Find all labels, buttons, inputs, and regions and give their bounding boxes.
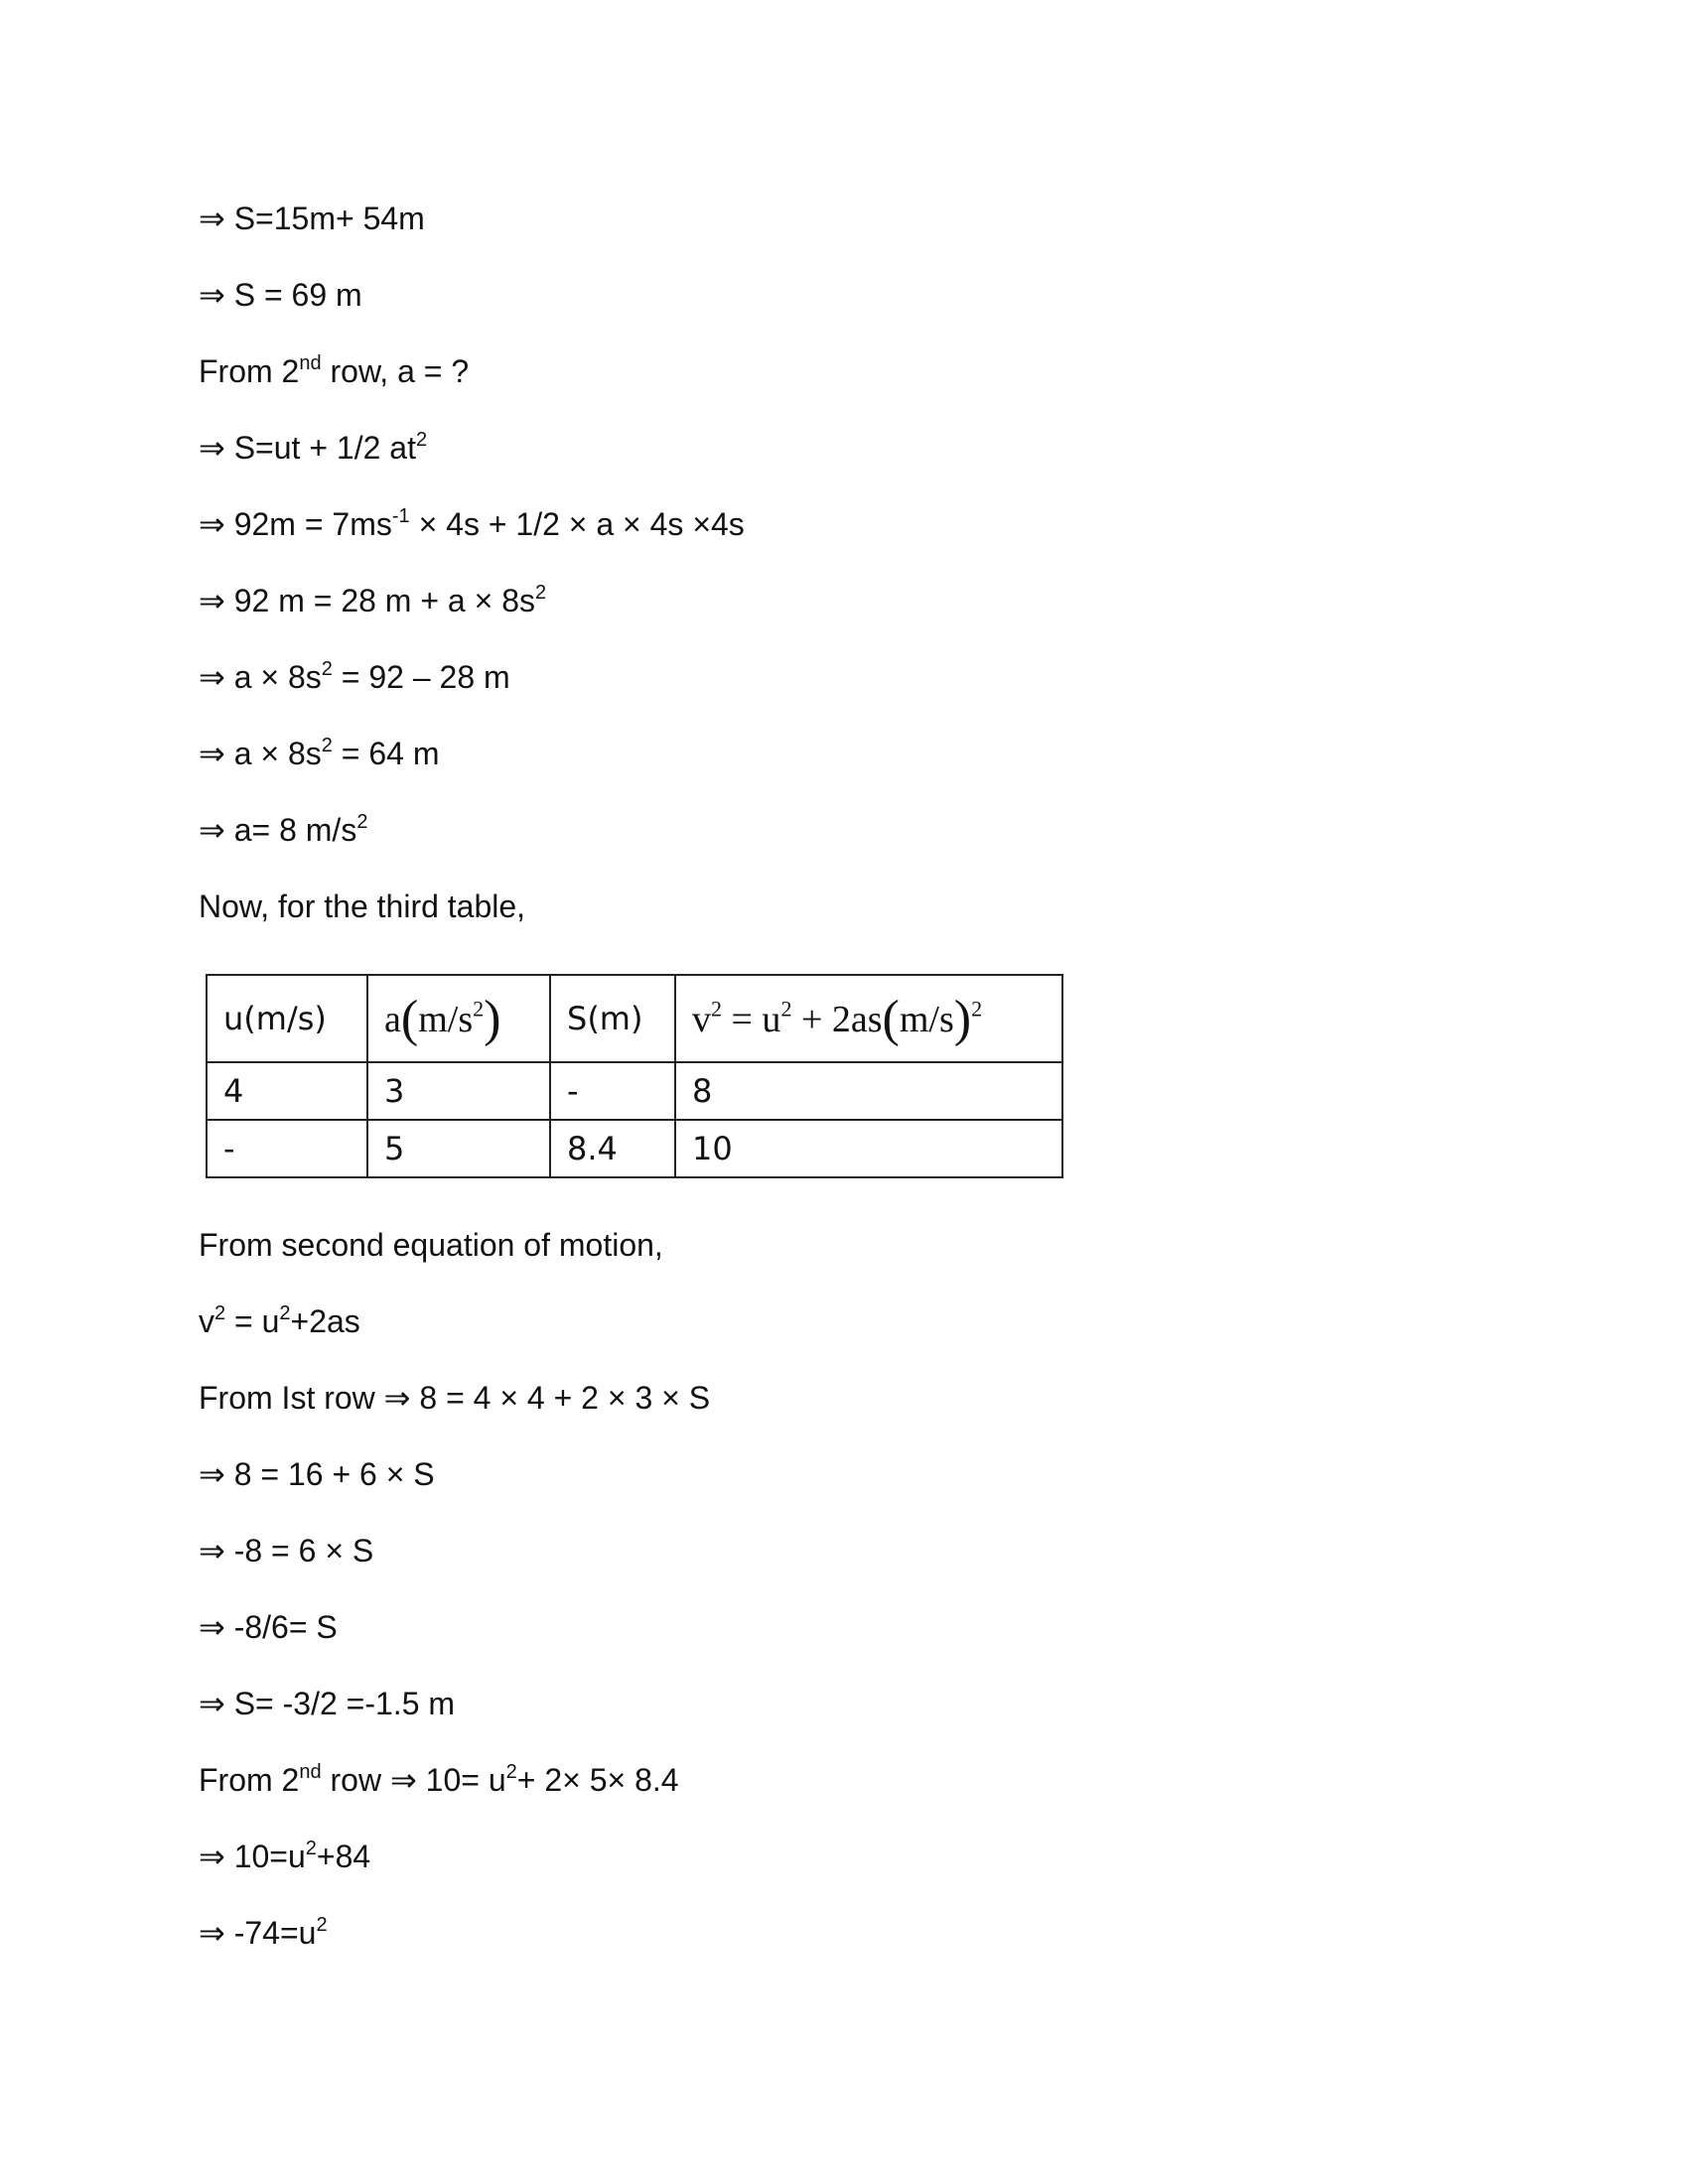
header-v: $v^2 = u^2 + 2as(m/s)^2$ (675, 975, 1062, 1062)
equation-line: ⇒ 8 = 16 + 6 × S (199, 1456, 435, 1492)
header-u: u(m/s) (207, 975, 367, 1062)
header-s: S(m) (550, 975, 675, 1062)
implies-symbol: ⇒ (199, 583, 225, 618)
implies-symbol: ⇒ (199, 430, 225, 466)
cell-u: - (207, 1120, 367, 1177)
cell-u: 4 (207, 1062, 367, 1120)
implies-symbol: ⇒ (199, 1686, 225, 1721)
equation-line: ⇒ 92 m = 28 $m + a \times 8s^2$ (199, 582, 547, 618)
cell-v: 8 (675, 1062, 1062, 1120)
equation-line: ⇒ S=ut + 1/2 $at^2$ (199, 429, 428, 466)
implies-symbol: ⇒ (199, 1915, 225, 1951)
table-row (207, 1062, 1062, 1120)
implies-symbol: ⇒ (199, 736, 225, 771)
cell-s: - (550, 1062, 675, 1120)
text-line: From 2nd row, a = ? (199, 352, 470, 389)
implies-symbol: ⇒ (199, 659, 225, 695)
table-header-row (207, 975, 1062, 1062)
implies-symbol: ⇒ (199, 1456, 225, 1492)
implies-symbol: ⇒ (199, 506, 225, 542)
implies-symbol: ⇒ (199, 1839, 225, 1874)
header-a: $a(m/s^2)$ (367, 975, 550, 1062)
table-row (207, 1120, 1062, 1177)
equation-line: ⇒ $a \times 8s^2 = 92 - 28$ m (199, 658, 510, 695)
equation-line: ⇒ -8/6= S (199, 1609, 338, 1645)
equation-line: $v^2 = u^2+2as$ (199, 1302, 360, 1339)
implies-symbol: ⇒ (199, 277, 225, 313)
equation-line: ⇒ a= 8 $m/s^2$ (199, 811, 368, 848)
equation-line: ⇒ S = 69 m (199, 277, 362, 313)
equation-line: ⇒ -8 = 6 × S (199, 1533, 374, 1569)
implies-symbol: ⇒ (199, 812, 225, 848)
equation-line: ⇒ $a \times 8s^2 = 64$ m (199, 735, 440, 771)
equation-line: ⇒ $92m = 7ms^{-1} \times 4s + 1/2 \times a \times 4s \times 4s$ (199, 505, 745, 542)
motion-table (206, 974, 1063, 1178)
equation-line: ⇒ S= -3/2 =-1.5 m (199, 1686, 456, 1721)
text-line: From Ist row ⇒ 8 = 4 × 4 + 2 × 3 × S (199, 1380, 711, 1416)
cell-v: 10 (675, 1120, 1062, 1177)
equation-line: ⇒ $10=u^2+84$ (199, 1838, 371, 1874)
text-line: From second equation of motion, (199, 1227, 663, 1263)
implies-symbol: ⇒ (199, 201, 225, 236)
cell-a: 5 (367, 1120, 550, 1177)
implies-symbol: ⇒ (199, 1533, 225, 1569)
equation-line: ⇒ S=15m+ 54m (199, 201, 425, 236)
cell-a: 3 (367, 1062, 550, 1120)
equation-line: ⇒ $-74=u^2$ (199, 1914, 328, 1951)
text-line: Now, for the third table, (199, 888, 526, 924)
cell-s: 8.4 (550, 1120, 675, 1177)
text-line: From 2nd row ⇒ $10= u^2+ 2\times 5\times 8.4$ (199, 1761, 679, 1798)
implies-symbol: ⇒ (199, 1609, 225, 1645)
